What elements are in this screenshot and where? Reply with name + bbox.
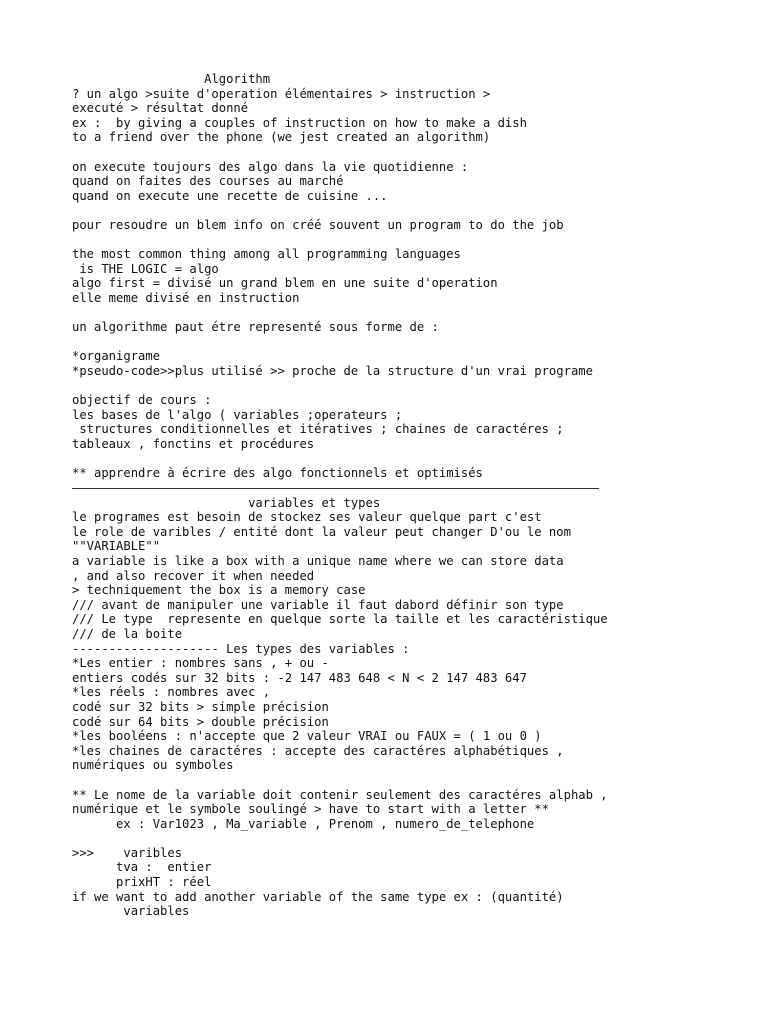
text-line: /// avant de manipuler une variable il faut dabord définir son type [72,597,564,612]
text-line: a variable is like a box with a unique name where we can store data [72,554,564,568]
text-line [72,378,752,393]
text-line: ex : Var1023 , Ma_variable , Prenom , numero_de_telephone [72,816,535,831]
text-line: > techniquement the box is a memory case [72,583,366,598]
text-line: codé sur 64 bits > double précision [72,714,329,729]
text-line: *les booléens : n'accepte que 2 valeur VRAI ou FAUX = ( 1 ou 0 ) [72,729,542,744]
text-line: pour resoudre un blem info on créé souvent un program to do the job [72,217,564,232]
text-line [72,831,752,846]
text-line: les bases de l'algo ( variables ;operateurs ; [72,407,403,422]
text-line: /// Le type represente en quelque sorte la taille et les caractéristique [72,612,608,627]
text-line: algo first = divisé un grand blem en une suite d'operation [72,276,498,291]
text-line: ** Le nome de la variable doit contenir seulement des caractéres alphab , [72,787,608,802]
text-line: executé > résultat donné [72,101,249,116]
text-line: le programes est besoin de stockez ses valeur quelque part c'est [72,510,542,525]
text-line: tva : entier [72,860,212,875]
text-line: *les réels : nombres avec , [72,685,271,700]
text-line: objectif de cours : [72,393,212,408]
text-line [72,306,752,321]
text-line: *les chaines de caractéres : accepte des caractéres alphabétiques , [72,743,564,758]
horizontal-rule [72,488,599,489]
text-line: ** apprendre à écrire des algo fonctionnels et optimisés [72,466,483,481]
text-line: variables [72,904,190,919]
text-line: structures conditionnelles et itératives ; chaines de caractéres ; [72,422,564,437]
text-line: un algorithme paut étre representé sous forme de : [72,320,439,335]
text-line: le role de varibles / entité dont la valeur peut changer D'ou le nom [72,524,571,539]
text-line: entiers codés sur 32 bits : -2 147 483 648 < N < 2 147 483 647 [72,670,527,685]
text-line: quand on execute une recette de cuisine ... [72,188,388,203]
text-line: quand on faites des courses au marché [72,174,344,189]
text-line: ""VARIABLE"" [72,539,161,554]
section-algorithm-body [72,87,752,481]
text-line: *Les entier : nombres sans , + ou - [72,656,329,671]
document-text [72,72,752,919]
text-line: elle meme divisé en instruction [72,290,300,305]
text-line: codé sur 32 bits > simple précision [72,699,329,714]
text-line: *organigrame [72,349,161,364]
text-line: *pseudo-code>>plus utilisé >> proche de la structure d'un vrai programe [72,363,593,378]
text-line: -------------------- Les types des variables : [72,641,410,656]
text-line [72,203,752,218]
text-line: ? un algo >suite d'operation élémentaires > instruction > [72,86,491,101]
text-line [72,233,752,248]
text-line [72,335,752,350]
text-line: on execute toujours des algo dans la vie quotidienne : [72,159,469,174]
section-title-variables: variables et types [72,495,381,510]
text-line: is THE LOGIC = algo [72,261,219,276]
text-line: the most common thing among all programming languages [72,247,461,262]
text-line [72,451,752,466]
text-line: numériques ou symboles [72,758,234,773]
text-line: prixHT : réel [72,875,212,890]
text-line: numérique et le symbole soulingé > have to start with a letter ** [72,802,549,817]
text-line: to a friend over the phone (we jest created an algorithm) [72,130,491,145]
section-variables-body [72,510,752,919]
text-line: >>> varibles [72,845,183,860]
text-line: /// de la boite [72,626,183,641]
section-title-algorithm: Algorithm [72,72,271,86]
text-line: , and also recover it when needed [72,568,315,583]
text-line: ex : by giving a couples of instruction on how to make a dish [72,115,527,130]
text-line: tableaux , fonctins et procédures [72,436,315,451]
text-line [72,773,752,788]
text-line [72,145,752,160]
text-line: if we want to add another variable of the same type ex : (quantité) [72,889,564,904]
